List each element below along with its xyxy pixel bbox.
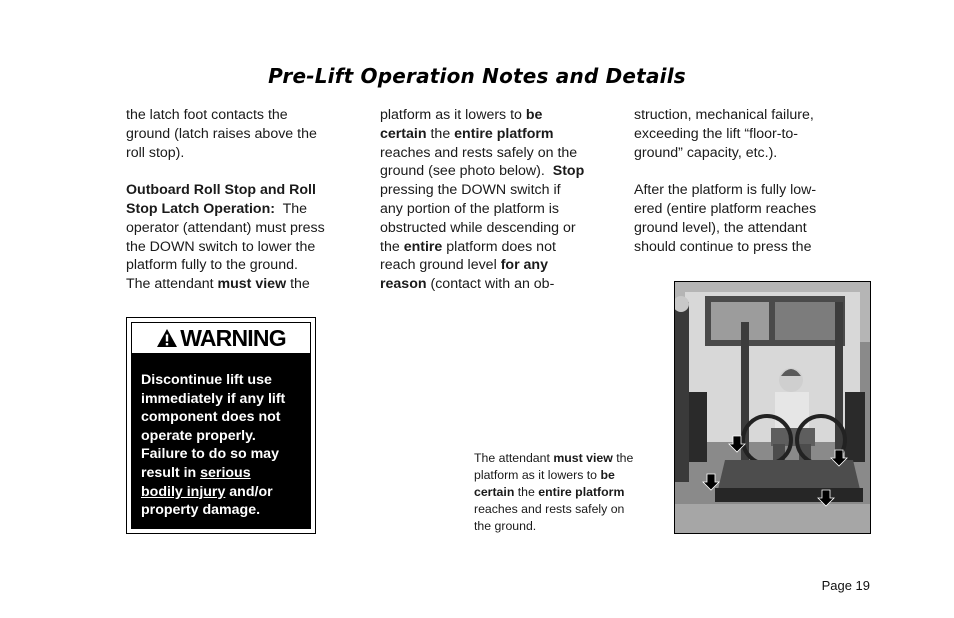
text-run: result in — [141, 464, 197, 481]
text-run: ground (see photo below). — [380, 163, 545, 180]
text-line: exceeding the lift “floor-to- — [634, 125, 799, 142]
text-bold: for any — [500, 257, 548, 274]
text-line: reaches and rests safely on — [474, 502, 625, 516]
text-run: platform does not — [446, 238, 556, 255]
text-line: Failure to do so may — [141, 446, 279, 463]
text-line: platform fully to the ground. — [126, 257, 298, 274]
text-line: roll stop). — [126, 144, 185, 161]
text-line: property damage. — [141, 502, 261, 519]
text-line: ground” capacity, etc.). — [634, 144, 778, 161]
text-bold: must view — [217, 276, 287, 293]
paragraph-after-lowered — [634, 181, 866, 256]
text-underlined: serious — [200, 464, 251, 481]
text-bold: certain — [380, 125, 427, 142]
text-run: the — [616, 451, 634, 465]
warning-box — [126, 317, 316, 534]
text-line: component does not — [141, 409, 281, 426]
text-run: The — [282, 200, 308, 217]
text-bold: must view — [553, 451, 613, 465]
text-bold: be — [600, 468, 615, 482]
text-bold: be — [525, 107, 543, 123]
lift-photo — [674, 281, 871, 534]
section-heading: Stop Latch Operation: — [126, 200, 275, 217]
text-line: ground level), the attendant — [634, 219, 807, 236]
text-line: any portion of the platform is — [380, 200, 560, 217]
text-run: and/or — [229, 483, 273, 500]
text-run: reach ground level — [380, 257, 497, 274]
text-line: operator (attendant) must press — [126, 219, 325, 236]
paragraph-roll-stop-operation — [126, 181, 358, 294]
text-line: the DOWN switch to lower the — [126, 238, 316, 255]
text-line: obstructed while descending or — [380, 219, 576, 236]
text-run: The attendant — [474, 451, 550, 465]
section-heading: Outboard Roll Stop and Roll — [126, 182, 316, 199]
text-line: ered (entire platform reaches — [634, 200, 817, 217]
warning-text — [141, 371, 304, 520]
text-line: After the platform is fully low- — [634, 182, 817, 199]
text-run: the — [430, 125, 451, 142]
text-run: The attendant — [126, 276, 214, 293]
text-line: immediately if any lift — [141, 390, 286, 407]
text-line: should continue to press the — [634, 238, 812, 255]
text-bold: entire platform — [454, 125, 554, 142]
paragraph-platform-lowering — [380, 106, 612, 294]
text-line: struction, mechanical failure, — [634, 107, 814, 123]
text-line: pressing the DOWN switch if — [380, 182, 561, 199]
text-run: platform as it lowers to — [474, 468, 598, 482]
text-line: reaches and rests safely on the — [380, 144, 578, 161]
lift-photo-illustration — [675, 282, 870, 533]
warning-triangle-icon — [156, 328, 178, 348]
paragraph-obstruction — [634, 106, 866, 162]
text-line: the ground. — [474, 519, 537, 533]
text-line: operate properly. — [141, 427, 256, 444]
warning-panel — [131, 322, 311, 529]
text-run: the — [517, 485, 535, 499]
text-bold: entire platform — [538, 485, 625, 499]
text-line: Discontinue lift use — [141, 372, 272, 388]
text-bold: Stop — [552, 163, 585, 180]
text-column-2 — [380, 106, 612, 294]
page-number: Page 19 — [821, 578, 870, 593]
text-bold: certain — [474, 485, 515, 499]
text-run: platform as it lowers to — [380, 107, 522, 123]
text-column-1 — [126, 106, 358, 294]
paragraph-latch-foot — [126, 106, 358, 162]
page-title: Pre-Lift Operation Notes and Details — [268, 64, 686, 88]
text-run: the — [380, 238, 400, 255]
text-line: ground (latch raises above the — [126, 125, 317, 142]
warning-header — [132, 323, 310, 353]
photo-caption — [474, 450, 674, 535]
text-underlined: bodily injury — [141, 483, 226, 500]
text-bold: reason — [380, 276, 427, 293]
warning-label: WARNING — [180, 324, 286, 351]
text-bold: entire — [403, 238, 443, 255]
text-column-3 — [634, 106, 866, 256]
text-run: the — [290, 276, 310, 293]
text-run: (contact with an ob- — [430, 276, 555, 293]
text-line: the latch foot contacts the — [126, 107, 288, 123]
